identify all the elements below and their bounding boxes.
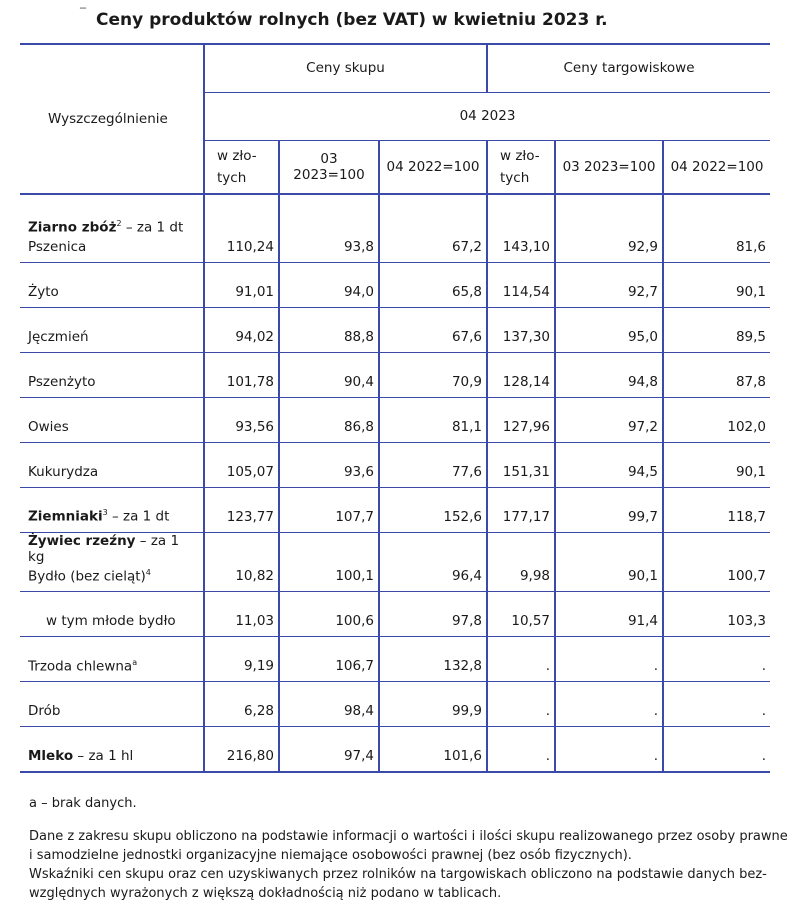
cell-value: 102,0 <box>663 397 770 442</box>
cell-value: 10,82 <box>204 532 279 592</box>
row-label: Trzoda chlewna$^a$ <box>20 637 204 682</box>
table-row <box>20 727 770 772</box>
cell-value: 93,8 <box>279 194 379 262</box>
cell-value: 177,17 <box>487 487 555 532</box>
cell-value: 123,77 <box>204 487 279 532</box>
cell-value: 90,4 <box>279 352 379 397</box>
header-purchase-prices: Ceny skupu <box>204 44 487 92</box>
cell-value: 137,30 <box>487 307 555 352</box>
cell-value: 151,31 <box>487 442 555 487</box>
cell-value: . <box>555 727 663 772</box>
cell-value: 99,7 <box>555 487 663 532</box>
subheader-pln: w zło- tych <box>487 140 555 194</box>
row-label: Ziemniaki$^3$ – za 1 dt <box>20 487 204 532</box>
cell-value: . <box>663 637 770 682</box>
cell-value: 81,1 <box>379 397 487 442</box>
table-row <box>20 262 770 307</box>
table-row <box>20 532 770 592</box>
cell-value: . <box>663 727 770 772</box>
cell-value: 93,56 <box>204 397 279 442</box>
footnote-indices: Wskaźniki cen skupu oraz cen uzyskiwanych przez rolników na targowiskach obliczono na podstawie danych bez-względnych wyrażonych z większą dokładnością niż podano w tablicach. <box>29 867 767 901</box>
cell-value: 107,7 <box>279 487 379 532</box>
footnote-a: a – brak danych. <box>29 796 137 811</box>
cell-value: 89,5 <box>663 307 770 352</box>
subheader-pln: w zło- tych <box>204 140 279 194</box>
cell-value: 90,1 <box>663 262 770 307</box>
footnote-purchase-scope: Dane z zakresu skupu obliczono na podstawie informacji o wartości i ilości skupu realizowanego przez osoby prawne i samodzielne jednostki organizacyjne niemające osobowości prawnej (bez osób fizycznych). <box>29 829 788 863</box>
cell-value: 118,7 <box>663 487 770 532</box>
cell-value: 100,7 <box>663 532 770 592</box>
cell-value: . <box>555 682 663 727</box>
cell-value: 100,1 <box>279 532 379 592</box>
cell-value: 94,5 <box>555 442 663 487</box>
cell-value: 105,07 <box>204 442 279 487</box>
cell-value: 91,4 <box>555 592 663 637</box>
subheader-idx1: 03 2023=100 <box>279 140 379 194</box>
cell-value: . <box>555 637 663 682</box>
cell-value: 110,24 <box>204 194 279 262</box>
table-row <box>20 352 770 397</box>
cell-value: 90,1 <box>555 532 663 592</box>
table-row <box>20 487 770 532</box>
row-label: Owies <box>20 397 204 442</box>
cell-value: 9,98 <box>487 532 555 592</box>
cell-value: 91,01 <box>204 262 279 307</box>
cell-value: 97,8 <box>379 592 487 637</box>
row-label: Ziarno zbóż$^2$ – za 1 dt Pszenica <box>20 194 204 262</box>
cell-value: 132,8 <box>379 637 487 682</box>
header-period: 04 2023 <box>204 92 770 140</box>
cell-value: 99,9 <box>379 682 487 727</box>
cell-value: 87,8 <box>663 352 770 397</box>
cell-value: 127,96 <box>487 397 555 442</box>
row-group-label: Ziarno zbóż$^2$ – za 1 dt <box>28 219 184 236</box>
cell-value: . <box>487 682 555 727</box>
cell-value: 101,78 <box>204 352 279 397</box>
row-label: Kukurydza <box>20 442 204 487</box>
cell-value: 97,4 <box>279 727 379 772</box>
cell-value: 86,8 <box>279 397 379 442</box>
table-row <box>20 397 770 442</box>
footnotes <box>29 794 789 903</box>
cell-value: 88,8 <box>279 307 379 352</box>
cell-value: 11,03 <box>204 592 279 637</box>
cell-value: 143,10 <box>487 194 555 262</box>
prices-table <box>20 43 770 773</box>
cell-value: 100,6 <box>279 592 379 637</box>
cell-value: 96,4 <box>379 532 487 592</box>
cell-value: 103,3 <box>663 592 770 637</box>
header-item: Wyszczególnienie <box>20 44 204 194</box>
cell-value: 92,9 <box>555 194 663 262</box>
table-row <box>20 307 770 352</box>
subheader-idx2: 04 2022=100 <box>663 140 770 194</box>
cell-value: 10,57 <box>487 592 555 637</box>
cell-value: 106,7 <box>279 637 379 682</box>
cell-value: 101,6 <box>379 727 487 772</box>
row-group-label: Żywiec rzeźny – za 1 kg <box>28 532 180 565</box>
title-mark: ‾ <box>80 6 86 20</box>
cell-value: 98,4 <box>279 682 379 727</box>
cell-value: 94,02 <box>204 307 279 352</box>
cell-value: 77,6 <box>379 442 487 487</box>
cell-value: 67,2 <box>379 194 487 262</box>
header-market-prices: Ceny targowiskowe <box>487 44 770 92</box>
cell-value: 94,0 <box>279 262 379 307</box>
row-label: Drób <box>20 682 204 727</box>
cell-value: 97,2 <box>555 397 663 442</box>
table-row <box>20 637 770 682</box>
cell-value: 6,28 <box>204 682 279 727</box>
cell-value: 128,14 <box>487 352 555 397</box>
row-label: Żywiec rzeźny – za 1 kg Bydło (bez cieląt)$^4$ <box>20 532 204 592</box>
cell-value: 67,6 <box>379 307 487 352</box>
row-label: Mleko – za 1 hl <box>20 727 204 772</box>
page-title: Ceny produktów rolnych (bez VAT) w kwietniu 2023 r. <box>96 10 608 30</box>
cell-value: 216,80 <box>204 727 279 772</box>
cell-value: 114,54 <box>487 262 555 307</box>
cell-value: . <box>663 682 770 727</box>
table-row <box>20 442 770 487</box>
subheader-idx2: 04 2022=100 <box>379 140 487 194</box>
row-label: w tym młode bydło <box>20 592 204 637</box>
cell-value: 93,6 <box>279 442 379 487</box>
cell-value: 94,8 <box>555 352 663 397</box>
subheader-idx1: 03 2023=100 <box>555 140 663 194</box>
row-label: Żyto <box>20 262 204 307</box>
cell-value: 92,7 <box>555 262 663 307</box>
table-row <box>20 592 770 637</box>
cell-value: 81,6 <box>663 194 770 262</box>
table-row <box>20 682 770 727</box>
cell-value: . <box>487 727 555 772</box>
cell-value: 65,8 <box>379 262 487 307</box>
cell-value: 90,1 <box>663 442 770 487</box>
table-row <box>20 194 770 262</box>
cell-value: 95,0 <box>555 307 663 352</box>
cell-value: 9,19 <box>204 637 279 682</box>
cell-value: . <box>487 637 555 682</box>
row-label: Pszenżyto <box>20 352 204 397</box>
cell-value: 152,6 <box>379 487 487 532</box>
cell-value: 70,9 <box>379 352 487 397</box>
row-label: Jęczmień <box>20 307 204 352</box>
